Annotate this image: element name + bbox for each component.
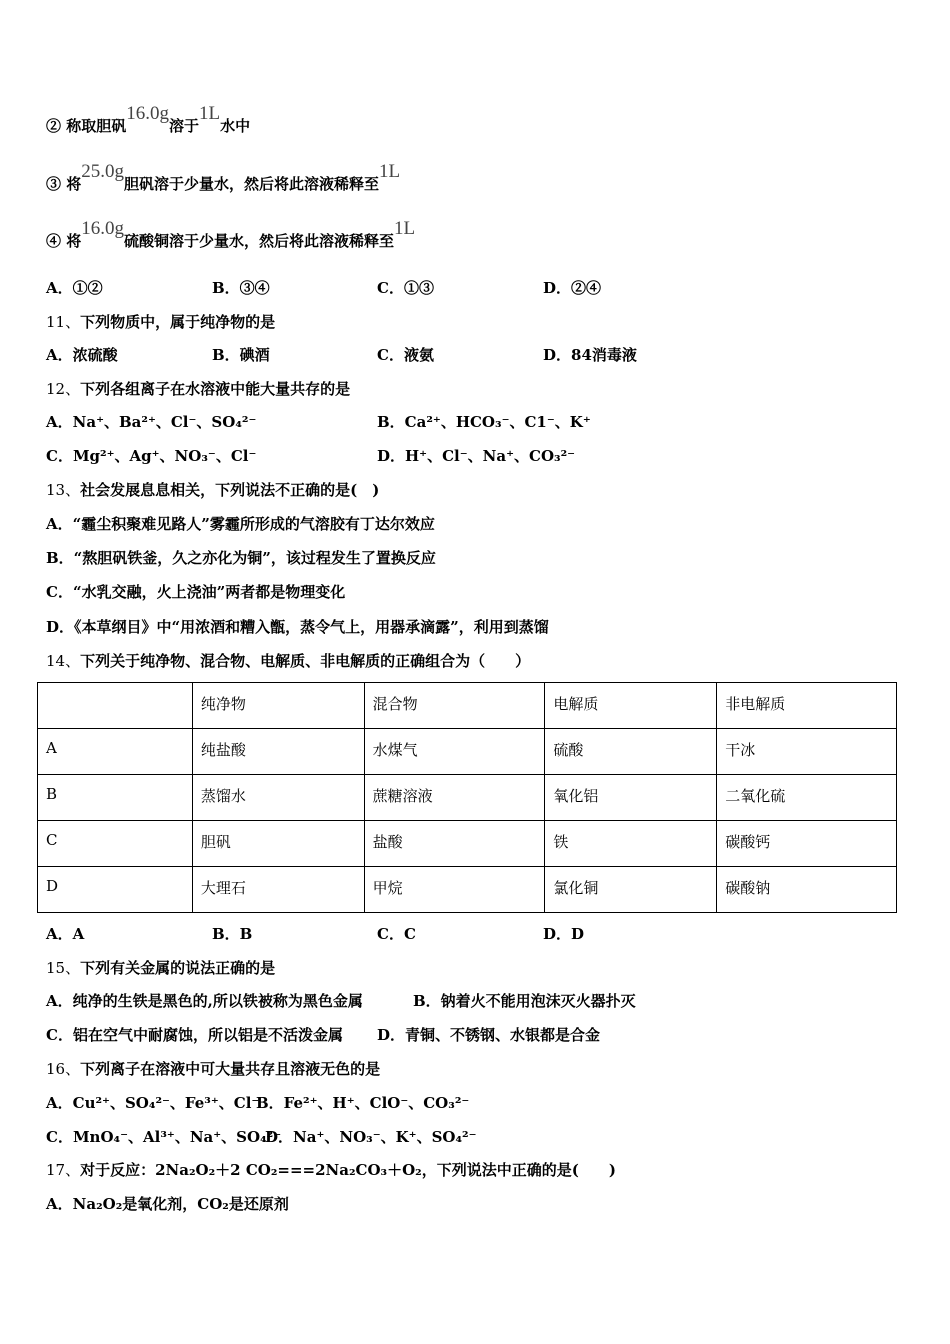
table-cell: 水煤气 — [364, 729, 545, 775]
question-text: 下列离子在溶液中可大量共存且溶液无色的是 — [80, 1060, 381, 1078]
q13-stem — [46, 479, 379, 500]
text: 胆矾溶于少量水，然后将此溶液稀释至 — [123, 175, 379, 193]
table-cell: 电解质 — [545, 683, 717, 729]
q11-stem — [46, 311, 275, 332]
q14-stem — [46, 650, 530, 671]
option: D．D — [543, 925, 585, 943]
table-cell: D — [38, 867, 193, 913]
table-cell: 碳酸钠 — [717, 867, 897, 913]
question-number: 16、 — [46, 1060, 81, 1078]
question-text: 下列有关金属的说法正确的是 — [80, 959, 276, 977]
table-cell: 碳酸钙 — [717, 821, 897, 867]
table-cell: 胆矾 — [192, 821, 364, 867]
option: D．Na⁺、NO₃⁻、K⁺、SO₄²⁻ — [265, 1128, 477, 1146]
table-cell: 氧化铝 — [545, 775, 717, 821]
option: C．C — [377, 925, 416, 943]
question-number: 15、 — [46, 959, 81, 977]
option: B．Fe²⁺、H⁺、ClO⁻、CO₃²⁻ — [256, 1094, 470, 1112]
option: A．“霾尘积聚难见路人”雾霾所形成的气溶胶有丁达尔效应 — [46, 515, 435, 533]
table-cell: A — [38, 729, 193, 775]
table-cell: 混合物 — [364, 683, 545, 729]
text: ③ 将 — [46, 175, 82, 193]
table-row — [38, 821, 897, 867]
question-text: 下列关于纯净物、混合物、电解质、非电解质的正确组合为（ ） — [80, 652, 531, 670]
option: A．A — [46, 925, 85, 943]
question-number: 11、 — [46, 313, 81, 331]
volume: 1L — [394, 218, 416, 239]
text: ② 称取胆矾 — [46, 117, 127, 135]
table-cell: 干冰 — [717, 729, 897, 775]
table-cell: 盐酸 — [364, 821, 545, 867]
option: B．③④ — [212, 279, 270, 297]
table-cell: 二氧化硫 — [717, 775, 897, 821]
table-row — [38, 867, 897, 913]
question-number: 13、 — [46, 481, 81, 499]
option: B．“熬胆矾铁釜，久之亦化为铜”，该过程发生了置换反应 — [46, 549, 436, 567]
table-cell: 纯盐酸 — [192, 729, 364, 775]
option: D．84消毒液 — [543, 346, 637, 364]
table-cell: 铁 — [545, 821, 717, 867]
question-text: 社会发展息息相关，下列说法不正确的是( ) — [80, 481, 380, 499]
mass: 25.0g — [81, 161, 124, 182]
table-cell: 氯化铜 — [545, 867, 717, 913]
option: C．MnO₄⁻、Al³⁺、Na⁺、SO₄²⁻ — [46, 1128, 282, 1146]
table-cell — [38, 683, 193, 729]
question-number: 14、 — [46, 652, 81, 670]
option: C．Mg²⁺、Ag⁺、NO₃⁻、Cl⁻ — [46, 447, 257, 465]
q10-statement-4 — [46, 218, 416, 252]
table-cell: 纯净物 — [192, 683, 364, 729]
q14-table — [37, 682, 897, 913]
q17-stem — [46, 1159, 616, 1180]
option: A．Na₂O₂是氧化剂，CO₂是还原剂 — [46, 1195, 289, 1213]
mass: 16.0g — [81, 218, 124, 239]
table-cell: B — [38, 775, 193, 821]
option: C．①③ — [377, 279, 434, 297]
option: A．Cu²⁺、SO₄²⁻、Fe³⁺、Cl⁻ — [46, 1094, 260, 1112]
option: A．Na⁺、Ba²⁺、Cl⁻、SO₄²⁻ — [46, 413, 257, 431]
text: 硫酸铜溶于少量水，然后将此溶液稀释至 — [123, 232, 394, 250]
q10-statement-3 — [46, 161, 401, 195]
option: D．②④ — [543, 279, 602, 297]
table-header-row — [38, 683, 897, 729]
text: 溶于 — [168, 117, 199, 135]
table-cell: 蒸馏水 — [192, 775, 364, 821]
table-cell: 硫酸 — [545, 729, 717, 775]
table-cell: 非电解质 — [717, 683, 897, 729]
option: B．碘酒 — [212, 346, 270, 364]
volume: 1L — [379, 161, 401, 182]
volume: 1L — [199, 103, 221, 124]
question-number: 17、 — [46, 1161, 81, 1179]
option: B．B — [212, 925, 253, 943]
option: A．①② — [46, 279, 103, 297]
question-text: 下列物质中，属于纯净物的是 — [80, 313, 276, 331]
q16-stem — [46, 1058, 380, 1079]
option: A．纯净的生铁是黑色的,所以铁被称为黑色金属 — [46, 992, 363, 1010]
table-cell: C — [38, 821, 193, 867]
text: 水中 — [220, 117, 251, 135]
mass: 16.0g — [126, 103, 169, 124]
option: B．Ca²⁺、HCO₃⁻、C1⁻、K⁺ — [377, 413, 591, 431]
table-row — [38, 729, 897, 775]
option: D．《本草纲目》中“用浓酒和糟入甑，蒸令气上，用器承滴露”，利用到蒸馏 — [46, 618, 549, 636]
option: D．青铜、不锈钢、水银都是合金 — [377, 1026, 601, 1044]
question-text: 对于反应：2Na₂O₂＋2 CO₂===2Na₂CO₃＋O₂，下列说法中正确的是( ) — [80, 1161, 616, 1179]
q15-stem — [46, 957, 275, 978]
question-number: 12、 — [46, 380, 81, 398]
option: C．“水乳交融，火上浇油”两者都是物理变化 — [46, 583, 346, 601]
q12-stem — [46, 378, 350, 399]
table-cell: 甲烷 — [364, 867, 545, 913]
option: D．H⁺、Cl⁻、Na⁺、CO₃²⁻ — [377, 447, 576, 465]
option: B．钠着火不能用泡沫灭火器扑灭 — [413, 992, 636, 1010]
option: C．铝在空气中耐腐蚀，所以铝是不活泼金属 — [46, 1026, 343, 1044]
table-row — [38, 775, 897, 821]
table-cell: 大理石 — [192, 867, 364, 913]
table-cell: 蔗糖溶液 — [364, 775, 545, 821]
q10-statement-2 — [46, 103, 251, 137]
question-text: 下列各组离子在水溶液中能大量共存的是 — [80, 380, 351, 398]
option: C．液氨 — [377, 346, 434, 364]
option: A．浓硫酸 — [46, 346, 118, 364]
text: ④ 将 — [46, 232, 82, 250]
